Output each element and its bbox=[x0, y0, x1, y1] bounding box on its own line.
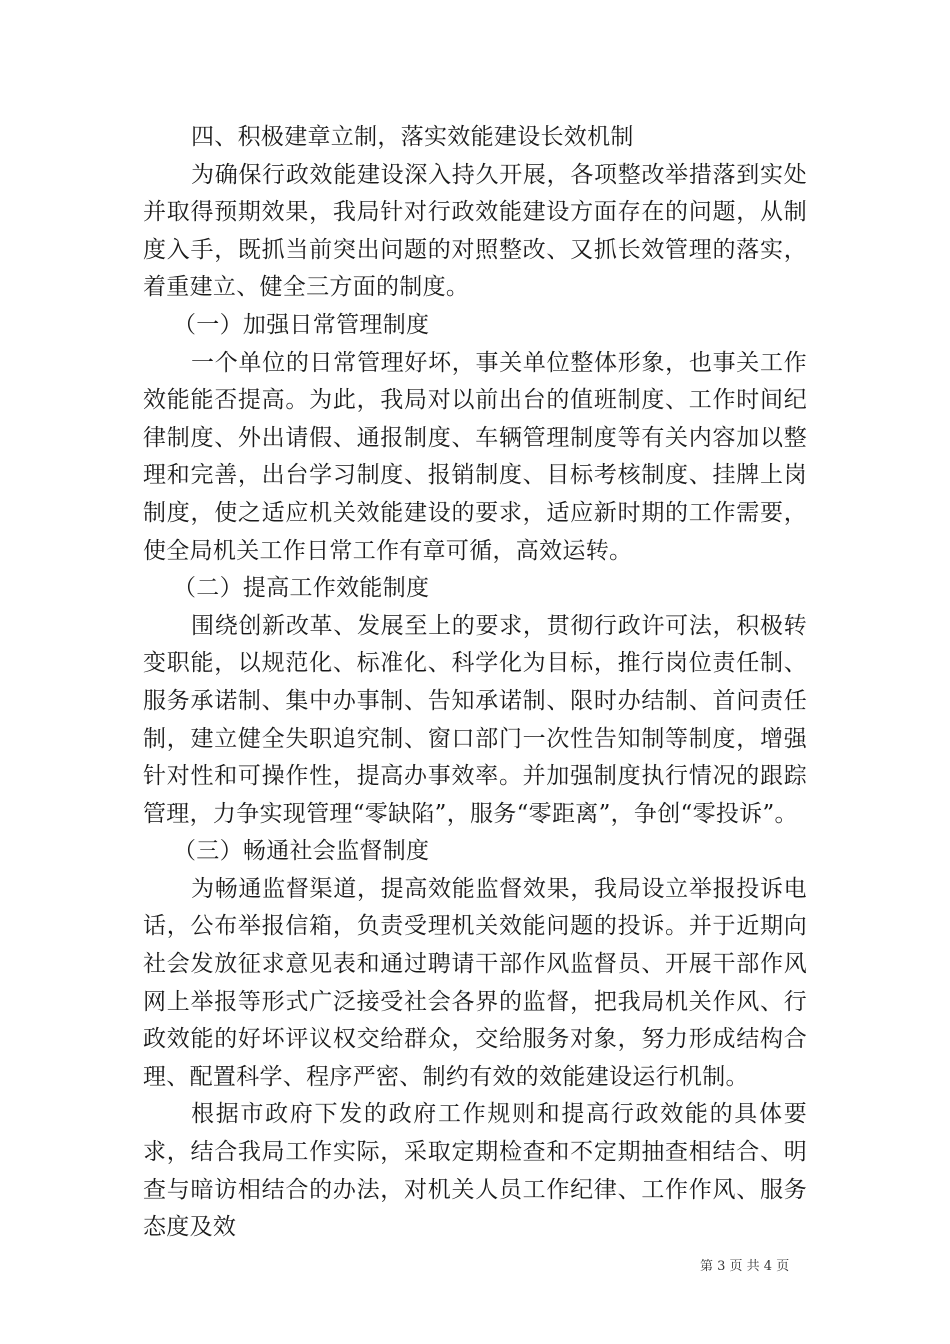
page-number-footer: 第 3 页 共 4 页 bbox=[700, 1259, 790, 1274]
subsection-heading: （三）畅通社会监督制度 bbox=[173, 838, 430, 865]
body-paragraph: 为确保行政效能建设深入持久开展，各项整改举措落到实处并取得预期效果，我局针对行政效能建设方面存在的问题，从制度入手，既抓当前突出问题的对照整改、又抓长效管理的落实，着重建立、健全三方面的制度。 bbox=[143, 161, 807, 301]
subsection-heading: （二）提高工作效能制度 bbox=[173, 575, 430, 602]
subsection-heading: （一）加强日常管理制度 bbox=[173, 311, 430, 338]
body-paragraph: 根据市政府下发的政府工作规则和提高行政效能的具体要求，结合我局工作实际，采取定期检查和不定期抽查相结合、明查与暗访相结合的办法，对机关人员工作纪律、工作作风、服务态度及效 bbox=[143, 1101, 807, 1241]
section-heading: 四、积极建章立制，落实效能建设长效机制 bbox=[191, 124, 634, 150]
body-paragraph: 一个单位的日常管理好坏，事关单位整体形象，也事关工作效能能否提高。为此，我局对以前出台的值班制度、工作时间纪律制度、外出请假、通报制度、车辆管理制度等有关内容加以整理和完善，出台学习制度、报销制度、目标考核制度、挂牌上岗制度，使之适应机关效能建设的要求，适应新时期的工作需要，使全局机关工作日常工作有章可循，高效运转。 bbox=[143, 349, 807, 564]
body-paragraph: 围绕创新改革、发展至上的要求，贯彻行政许可法，积极转变职能，以规范化、标准化、科学化为目标，推行岗位责任制、服务承诺制、集中办事制、告知承诺制、限时办结制、首问责任制，建立健全失职追究制、窗口部门一次性告知制等制度，增强针对性和可操作性，提高办事效率。并加强制度执行情况的跟踪管理，力争实现管理“零缺陷”，服务“零距离”，争创“零投诉”。 bbox=[143, 612, 807, 827]
document-body bbox=[143, 119, 807, 1247]
body-paragraph: 为畅通监督渠道，提高效能监督效果，我局设立举报投诉电话，公布举报信箱，负责受理机关效能问题的投诉。并于近期向社会发放征求意见表和通过聘请干部作风监督员、开展干部作风网上举报等形式广泛接受社会各界的监督，把我局机关作风、行政效能的好坏评议权交给群众，交给服务对象，努力形成结构合理、配置科学、程序严密、制约有效的效能建设运行机制。 bbox=[143, 875, 807, 1090]
